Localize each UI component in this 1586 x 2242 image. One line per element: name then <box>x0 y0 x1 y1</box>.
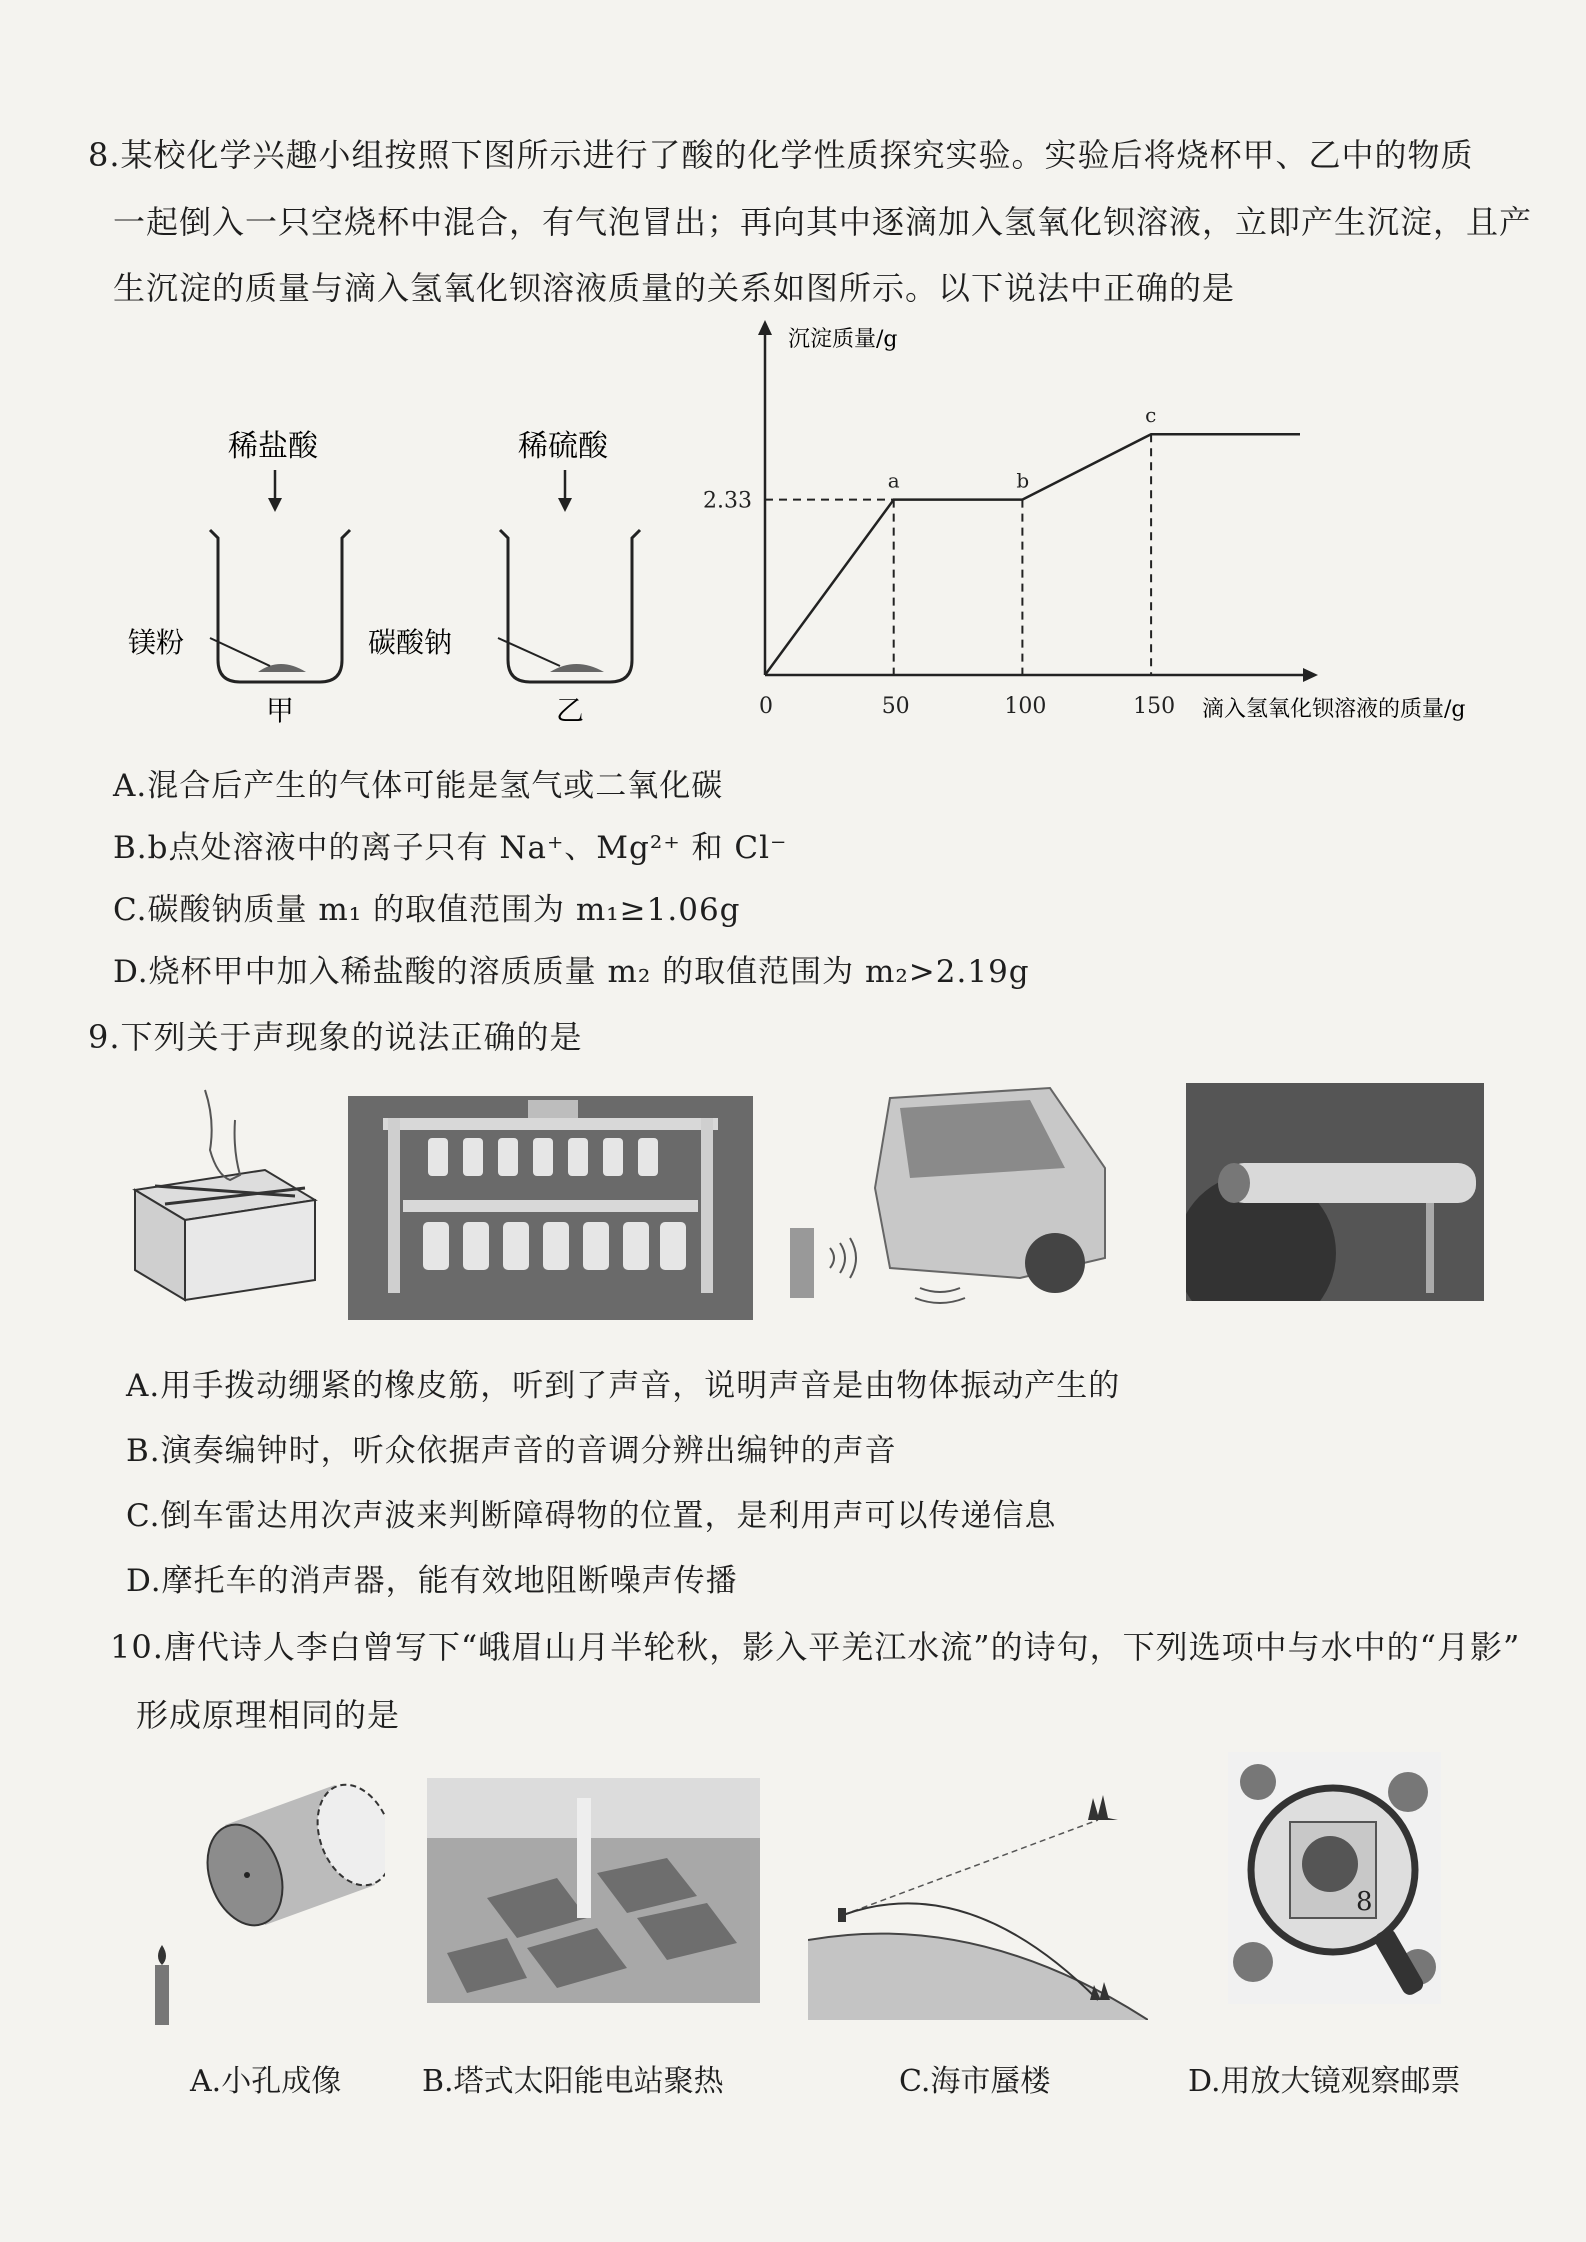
point-label-a: a <box>887 468 900 493</box>
q9-option-b[interactable]: B.演奏编钟时，听众依据声音的音调分辨出编钟的声音 <box>126 1433 897 1469</box>
beaker-right-label: 乙 <box>556 694 585 727</box>
motorcycle-muffler-image <box>1186 1083 1484 1301</box>
q8-stem-line2: 一起倒入一只空烧杯中混合，有气泡冒出；再向其中逐滴加入氢氧化钡溶液，立即产生沉淀，且产 <box>113 203 1533 241</box>
q8-option-c[interactable]: C.碳酸钠质量 m₁ 的取值范围为 m₁≥1.06g <box>113 892 741 928</box>
q8-stem-line3: 生沉淀的质量与滴入氢氧化钡溶液质量的关系如图所示。以下说法中正确的是 <box>113 269 1236 307</box>
chart-xlabel: 滴入氢氧化钡溶液的质量/g <box>1202 697 1466 722</box>
x-tick-100: 100 <box>1004 694 1047 719</box>
mirage-image <box>808 1790 1148 2020</box>
beaker-right-content: 碳酸钠 <box>368 626 453 659</box>
q8-option-d[interactable]: D.烧杯甲中加入稀盐酸的溶质质量 m₂ 的取值范围为 m₂>2.19g <box>113 954 1030 990</box>
solar-tower-station-image <box>427 1778 760 2003</box>
beaker-left-content: 镁粉 <box>128 626 185 659</box>
rubber-band-box-image <box>125 1080 325 1310</box>
q10-stem-line2: 形成原理相同的是 <box>136 1696 401 1734</box>
q9-option-d[interactable]: D.摩托车的消声器，能有效地阻断噪声传播 <box>126 1563 738 1599</box>
q8-option-b[interactable]: B.b点处溶液中的离子只有 Na⁺、Mg²⁺ 和 Cl⁻ <box>113 830 788 866</box>
series-line <box>765 434 1300 675</box>
q9-stem: 9.下列关于声现象的说法正确的是 <box>88 1018 583 1056</box>
magnifier-stamp-image <box>1228 1752 1441 2004</box>
q8-stem-line1: 8.某校化学兴趣小组按照下图所示进行了酸的化学性质探究实验。实验后将烧杯甲、乙中的物质 <box>88 136 1474 174</box>
q10-caption-a[interactable]: A.小孔成像 <box>190 2064 342 2099</box>
q8-option-a[interactable]: A.混合后产生的气体可能是氢气或二氧化碳 <box>113 768 724 804</box>
y-axis-arrow <box>758 320 772 335</box>
chart-ylabel: 沉淀质量/g <box>788 327 898 352</box>
x-axis-arrow <box>1303 668 1318 682</box>
x-tick-50: 50 <box>881 694 910 719</box>
beaker-right-reagent: 稀硫酸 <box>518 429 608 464</box>
q10-caption-c[interactable]: C.海市蜃楼 <box>899 2064 1051 2099</box>
beaker-left-label: 甲 <box>266 694 295 727</box>
q9-option-a[interactable]: A.用手拨动绷紧的橡皮筋，听到了声音，说明声音是由物体振动产生的 <box>126 1368 1121 1404</box>
point-label-b: b <box>1016 468 1030 493</box>
q10-stem-line1: 10.唐代诗人李白曾写下“峨眉山月半轮秋，影入平羌江水流”的诗句，下列选项中与水中的“月影” <box>110 1628 1521 1666</box>
q10-caption-b[interactable]: B.塔式太阳能电站聚热 <box>422 2064 724 2099</box>
y-tick-2.33: 2.33 <box>703 488 752 514</box>
stamp-value: 8 <box>1356 1887 1373 1917</box>
pinhole-camera-image <box>135 1775 385 2035</box>
beaker-left-reagent: 稀盐酸 <box>228 429 318 464</box>
q10-caption-d[interactable]: D.用放大镜观察邮票 <box>1188 2064 1461 2099</box>
point-label-c: c <box>1145 403 1157 428</box>
x-tick-150: 150 <box>1133 694 1176 719</box>
x-tick-0: 0 <box>759 694 773 719</box>
bianzhong-bells-image <box>348 1096 753 1320</box>
precipitate-chart <box>700 310 1500 730</box>
q9-option-c[interactable]: C.倒车雷达用次声波来判断障碍物的位置，是利用声可以传递信息 <box>126 1498 1057 1534</box>
reversing-radar-car-image <box>780 1078 1110 1318</box>
